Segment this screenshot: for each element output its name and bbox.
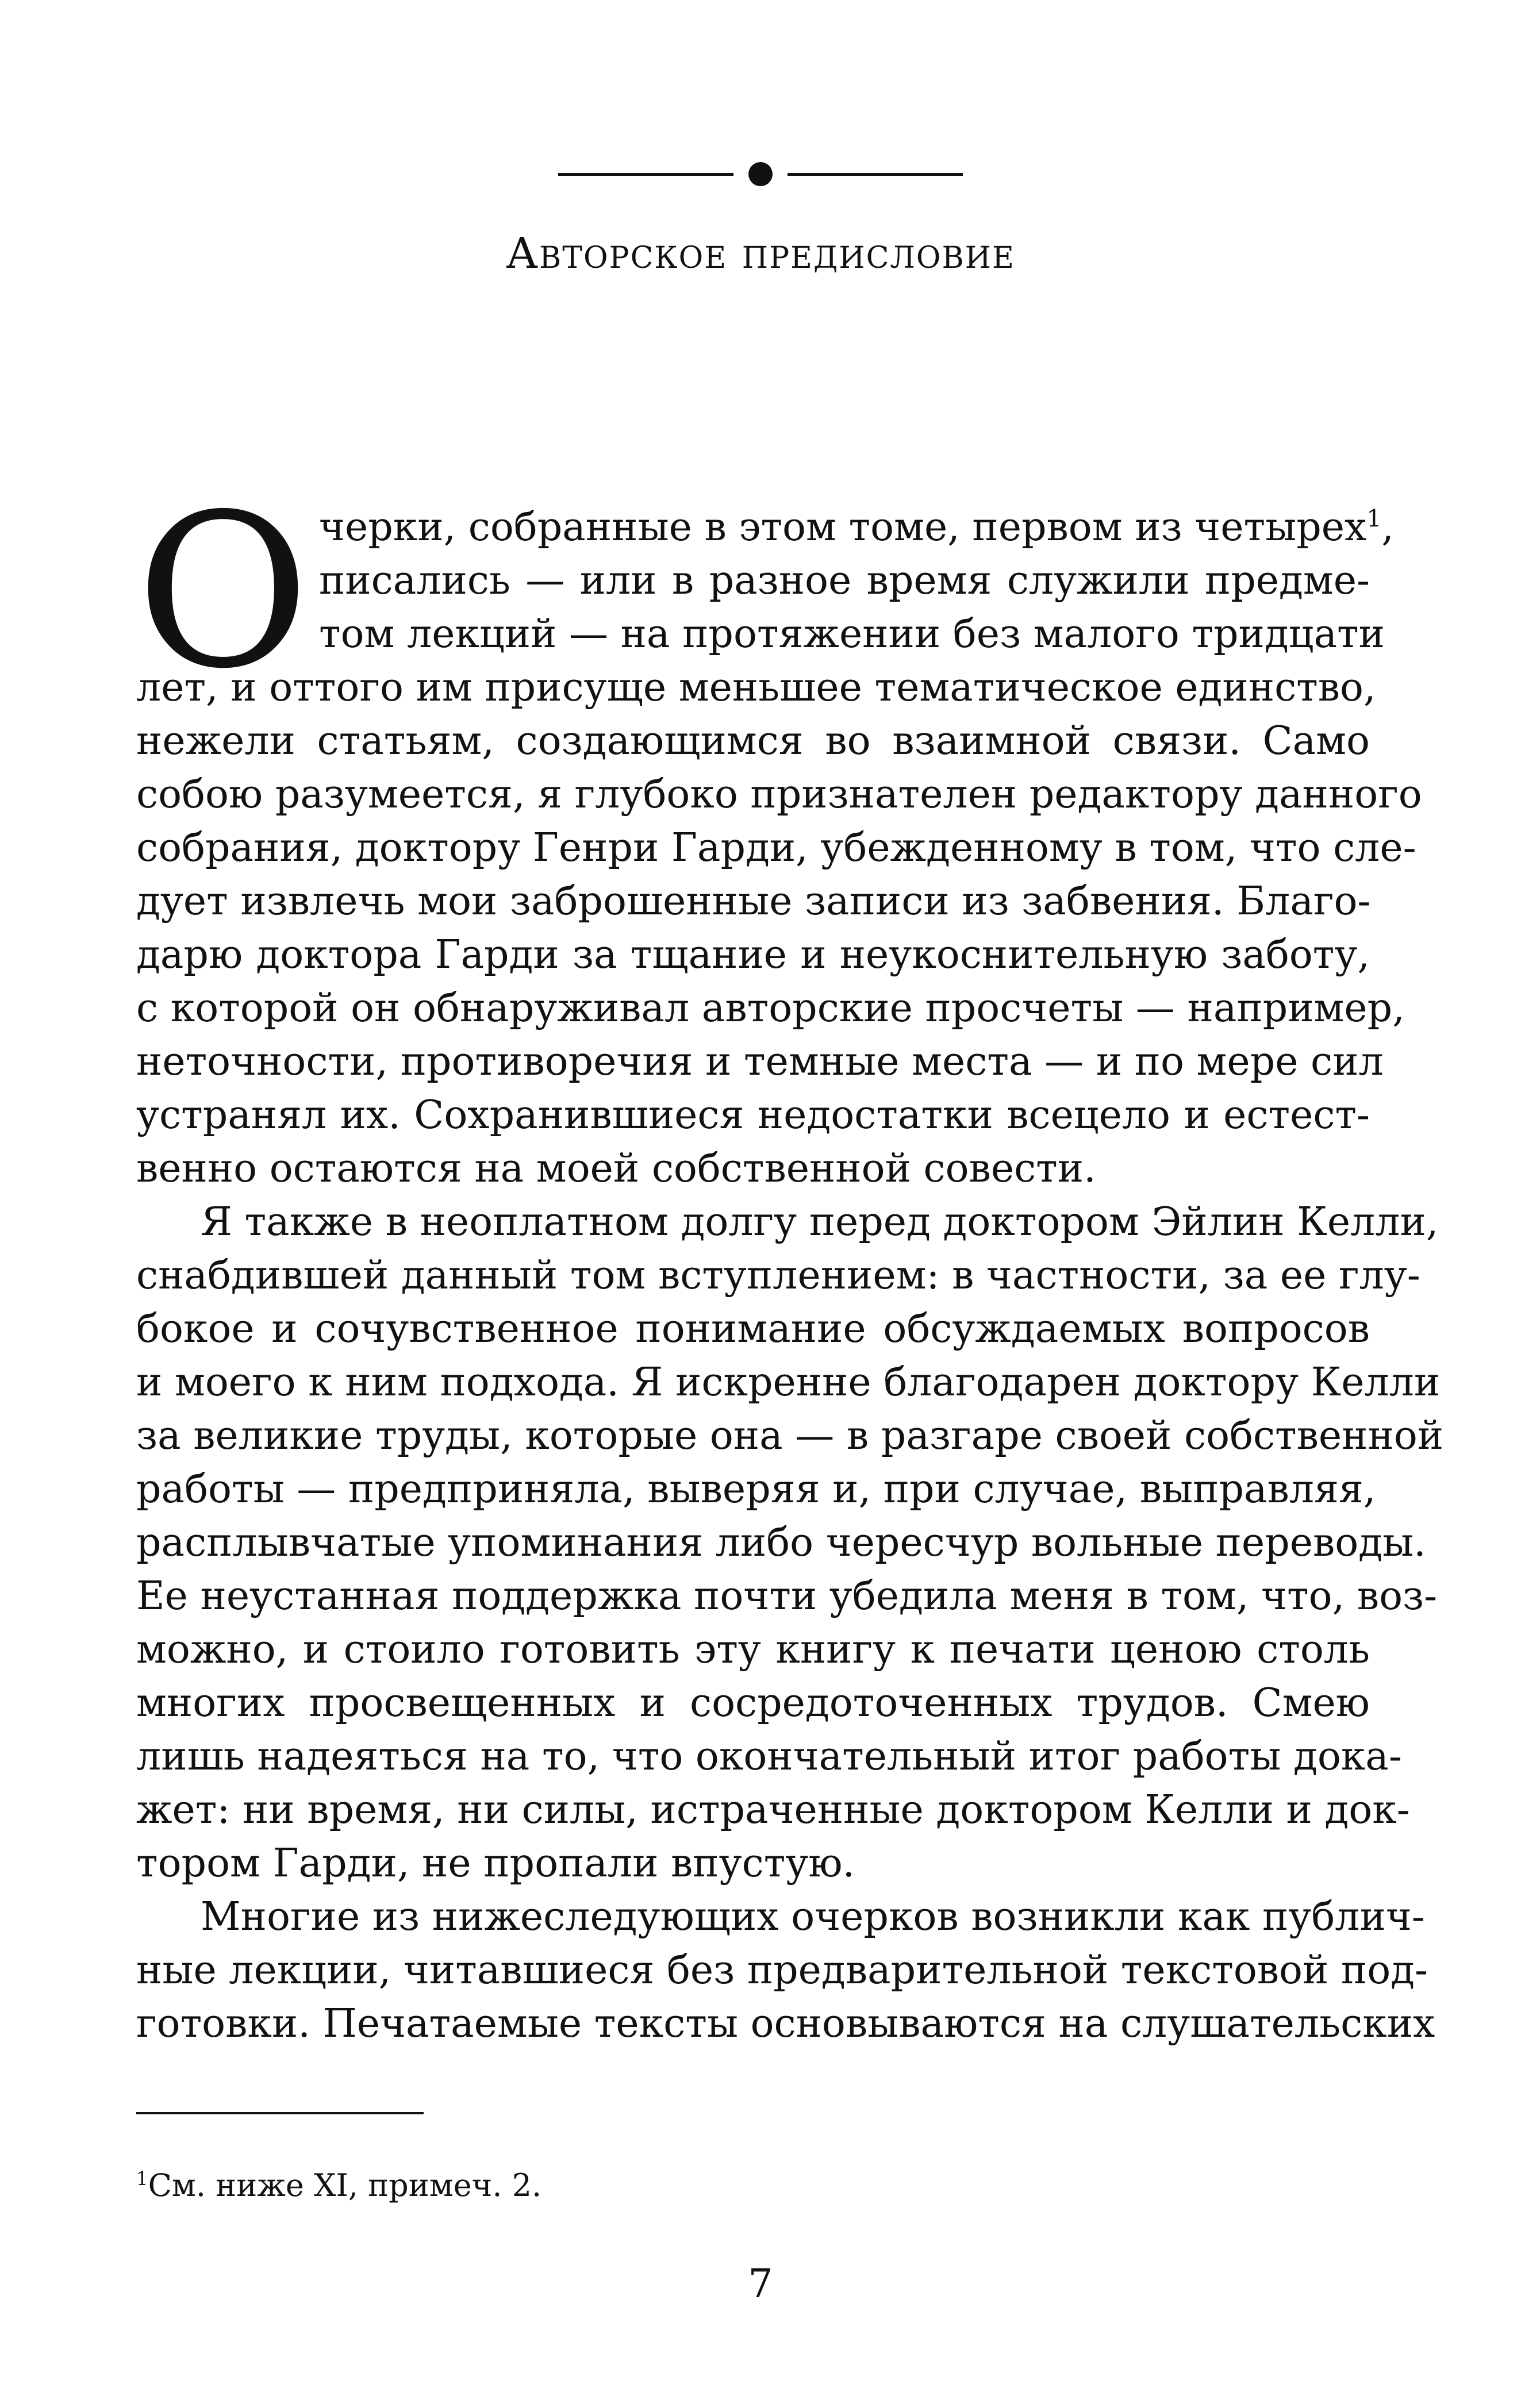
text-line-23: многих просвещенных и сосредоточенных трудов. Смею [136, 1680, 1370, 1726]
text-line-10: с которой он обнаруживал авторские просчеты — например, [136, 986, 1405, 1031]
footnote [136, 2165, 541, 2206]
text-line-12: устранял их. Сохранившиеся недостатки всецело и естест- [136, 1093, 1370, 1138]
text-line-28: ные лекции, читавшиеся без предварительной текстовой под- [136, 1948, 1428, 1993]
text-line-4: лет, и оттого им присуще меньшее тематическое единство, [136, 665, 1376, 710]
header-ornament [0, 162, 1521, 186]
text-line-1: черки, собранные в этом томе, первом из четырех$^1$, [319, 505, 1394, 550]
page-title: Авторское предисловие [506, 229, 1015, 278]
ornament-line-left [558, 173, 733, 176]
text-line-26: тором Гарди, не пропали впустую. [136, 1841, 855, 1886]
text-line-2: писались — или в разное время служили предме- [319, 558, 1370, 603]
text-line-29: готовки. Печатаемые тексты основываются на слушательских [136, 2001, 1435, 2047]
footnote-rule [136, 2112, 424, 2114]
text-line-6: собою разумеется, я глубоко признателен редактору данного [136, 772, 1422, 817]
text-line-19: работы — предприняла, выверяя и, при случае, выправляя, [136, 1467, 1376, 1512]
footnote-number: 1 [136, 2168, 148, 2190]
text-line-16: бокое и сочувственное понимание обсуждаемых вопросов [136, 1306, 1370, 1352]
text-line-18: за великие труды, которые она — в разгаре своей собственной [136, 1413, 1444, 1459]
ornament-line-right [788, 173, 963, 176]
text-line-13: венно остаются на моей собственной совести. [136, 1146, 1096, 1191]
ornament-dot [748, 162, 773, 186]
footnote-text: См. ниже XI, примеч. 2. [148, 2167, 542, 2203]
text-line-8: дует извлечь мои заброшенные записи из забвения. Благо- [136, 879, 1371, 924]
text-line-21: Ее неустанная поддержка почти убедила меня в том, что, воз- [136, 1574, 1438, 1619]
drop-cap: О [136, 468, 310, 715]
text-line-17: и моего к ним подхода. Я искренне благодарен доктору Келли [136, 1360, 1441, 1405]
text-line-9: дарю доктора Гарди за тщание и неукоснительную заботу, [136, 932, 1370, 978]
text-line-7: собрания, доктору Генри Гарди, убежденному в том, что сле- [136, 825, 1416, 871]
footnote-ref: 1 [1366, 505, 1382, 533]
text-line-11: неточности, противоречия и темные места — и по мере сил [136, 1039, 1384, 1084]
text-line-5: нежели статьям, создающимся во взаимной связи. Само [136, 718, 1370, 764]
text-line-3: том лекций — на протяжении без малого тридцати [319, 611, 1385, 657]
text-line-24: лишь надеяться на то, что окончательный итог работы дока- [136, 1734, 1402, 1779]
text-line-20: расплывчатые упоминания либо чересчур вольные переводы. [136, 1520, 1426, 1565]
text-line-14: Я также в неоплатном долгу перед доктором Эйлин Келли, [201, 1199, 1439, 1245]
text-line-22: можно, и стоило готовить эту книгу к печати ценою столь [136, 1627, 1370, 1672]
page-number: 7 [748, 2261, 773, 2307]
text-line-25: жет: ни время, ни силы, истраченные доктором Келли и док- [136, 1787, 1410, 1833]
text-line-15: снабдившей данный том вступлением: в частности, за ее глу- [136, 1253, 1420, 1298]
text-line-27: Многие из нижеследующих очерков возникли как публич- [201, 1894, 1425, 1940]
